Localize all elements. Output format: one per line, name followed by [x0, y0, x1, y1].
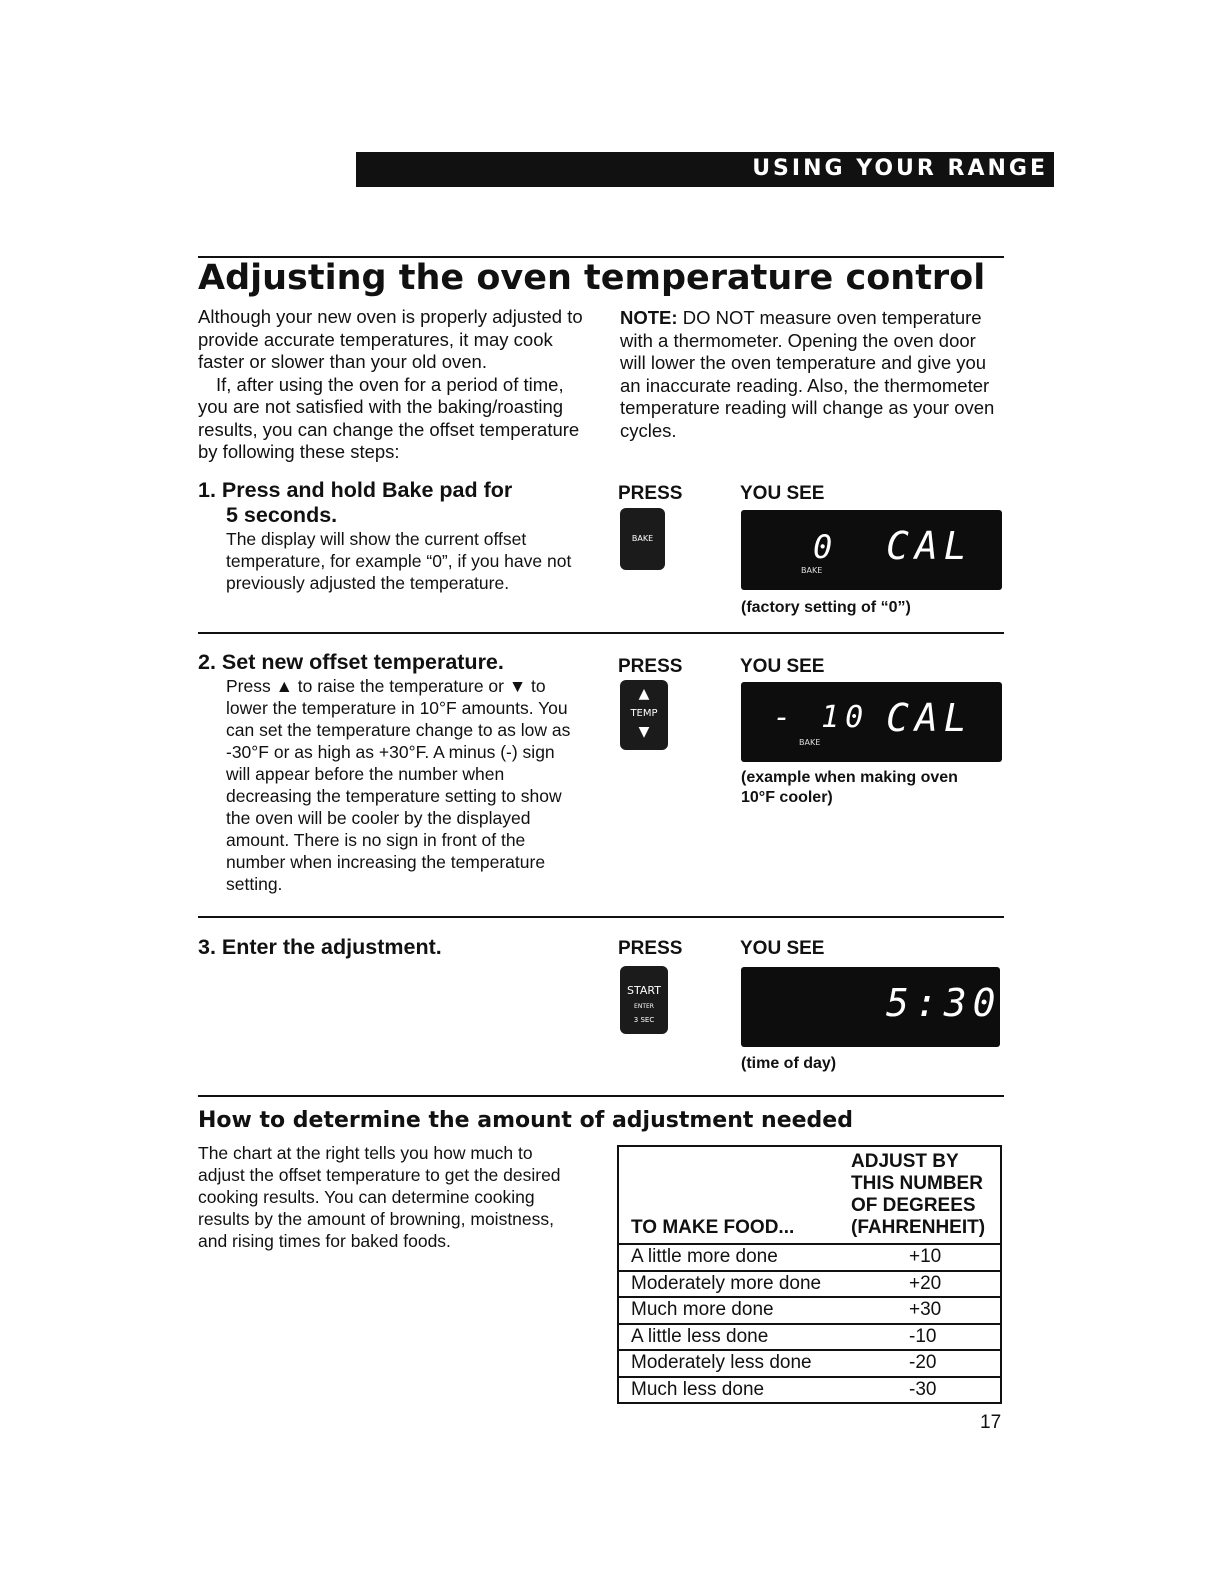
step-1-display-value: 0 — [813, 528, 839, 566]
step-1-heading-line1: 1. Press and hold Bake pad for — [198, 478, 513, 502]
step-2-caption — [741, 768, 958, 808]
step-1-caption: (factory setting of “0”) — [741, 599, 911, 616]
note-block — [620, 307, 1005, 442]
table-row — [618, 1271, 1001, 1298]
step-rule-1 — [198, 632, 1004, 634]
step-2-see-label: YOU SEE — [740, 656, 825, 677]
step-3-display-time: 5:30 — [886, 981, 1002, 1025]
step-1-display — [741, 510, 1002, 590]
table-row — [618, 1324, 1001, 1351]
table-cell-adjust: -10 — [839, 1324, 1001, 1351]
step-1-text: The display will show the current offset temperature, for example “0”, if you have not previously adjusted the temperature. — [226, 529, 572, 593]
table-cell-food: A little more done — [618, 1244, 839, 1271]
bake-pad-button[interactable] — [620, 508, 665, 570]
enter-pad-label: ENTER — [634, 1003, 654, 1010]
section-header-bar — [356, 152, 1054, 187]
table-cell-adjust: -30 — [839, 1377, 1001, 1404]
step-2-display-bake: BAKE — [799, 738, 821, 747]
step-2-display-cal: CAL — [886, 696, 973, 740]
note-text: DO NOT measure oven temperature with a thermometer. Opening the oven door will lower the oven temperature and give you an inaccurate reading. Also, the thermometer temperature reading will change as your oven cycles. — [620, 307, 995, 441]
table-cell-food: Moderately more done — [618, 1271, 839, 1298]
table-row — [618, 1244, 1001, 1271]
temp-up-arrow-icon[interactable]: ▲ — [638, 686, 650, 702]
table-header-adjust: ADJUST BY THIS NUMBER OF DEGREES (FAHRENHEIT) — [851, 1151, 986, 1238]
table-row — [618, 1350, 1001, 1377]
table-header-row — [618, 1146, 1001, 1244]
section-title: USING YOUR RANGE — [752, 156, 1048, 181]
bake-pad-label: BAKE — [631, 534, 654, 543]
intro-paragraph-2: If, after using the oven for a period of time, you are not satisfied with the baking/roasting results, you can change the offset temperature by following these steps: — [198, 373, 580, 462]
how-to-heading: How to determine the amount of adjustment needed — [198, 1108, 853, 1133]
temp-down-arrow-icon[interactable]: ▼ — [638, 724, 650, 740]
step-2-display — [741, 682, 1002, 762]
table-cell-food: Much more done — [618, 1297, 839, 1324]
table-header-food: TO MAKE FOOD... — [631, 1217, 795, 1238]
table-row — [618, 1377, 1001, 1404]
table-cell-food: Moderately less done — [618, 1350, 839, 1377]
start-enter-pad-button[interactable] — [620, 966, 668, 1034]
step-2-text: Press ▲ to raise the temperature or ▼ to lower the temperature in 10°F amounts. You can set the temperature change to as low as -30°F or as high as +30°F. A minus (-) sign will appear before the number when decreasing the temperature setting to show the oven will be cooler by the displayed amount. There is no sign in front of the number when increasing the temperature setting. — [226, 676, 571, 894]
step-3-display — [741, 967, 1000, 1047]
hold-seconds-label: 3 SEC — [633, 1016, 655, 1024]
temp-pad-label: TEMP — [630, 708, 658, 719]
step-2-press-label: PRESS — [618, 656, 683, 677]
step-3-heading: 3. Enter the adjustment. — [198, 935, 442, 959]
note-label: NOTE: — [620, 307, 678, 328]
step-3-press-label: PRESS — [618, 938, 683, 959]
step-1 — [198, 478, 588, 594]
intro-text — [198, 306, 590, 464]
table-cell-adjust: -20 — [839, 1350, 1001, 1377]
step-2-display-value: - 10 — [773, 700, 870, 735]
step-2-heading: 2. Set new offset temperature. — [198, 650, 504, 674]
page-number: 17 — [980, 1412, 1002, 1433]
step-2-caption-line1: (example when making oven — [741, 769, 958, 786]
table-cell-adjust: +30 — [839, 1297, 1001, 1324]
page-title: Adjusting the oven temperature control — [198, 258, 986, 298]
how-to-text: The chart at the right tells you how much to adjust the offset temperature to get the desired cooking results. You can determine cooking results by the amount of browning, moistness, and rising times for baked foods. — [198, 1143, 561, 1251]
temp-pad-button[interactable] — [620, 680, 668, 750]
step-2-caption-line2: 10°F cooler) — [741, 789, 833, 806]
start-pad-label: START — [627, 984, 661, 997]
table-cell-food: A little less done — [618, 1324, 839, 1351]
table-cell-food: Much less done — [618, 1377, 839, 1404]
table-cell-adjust: +10 — [839, 1244, 1001, 1271]
step-1-see-label: YOU SEE — [740, 483, 825, 504]
intro-paragraph-1: Although your new oven is properly adjusted to provide accurate temperatures, it may cook faster or slower than your old oven. — [198, 306, 583, 372]
step-1-display-cal: CAL — [886, 524, 973, 568]
step-rule-2 — [198, 916, 1004, 918]
step-1-heading-line2: 5 seconds. — [226, 503, 338, 527]
table-cell-adjust: +20 — [839, 1271, 1001, 1298]
step-3-caption: (time of day) — [741, 1055, 837, 1072]
adjustment-table — [617, 1145, 1002, 1404]
step-3-see-label: YOU SEE — [740, 938, 825, 959]
step-1-display-bake: BAKE — [801, 566, 823, 575]
table-row — [618, 1297, 1001, 1324]
step-1-press-label: PRESS — [618, 483, 683, 504]
step-2 — [198, 650, 588, 895]
step-rule-3 — [198, 1095, 1004, 1097]
